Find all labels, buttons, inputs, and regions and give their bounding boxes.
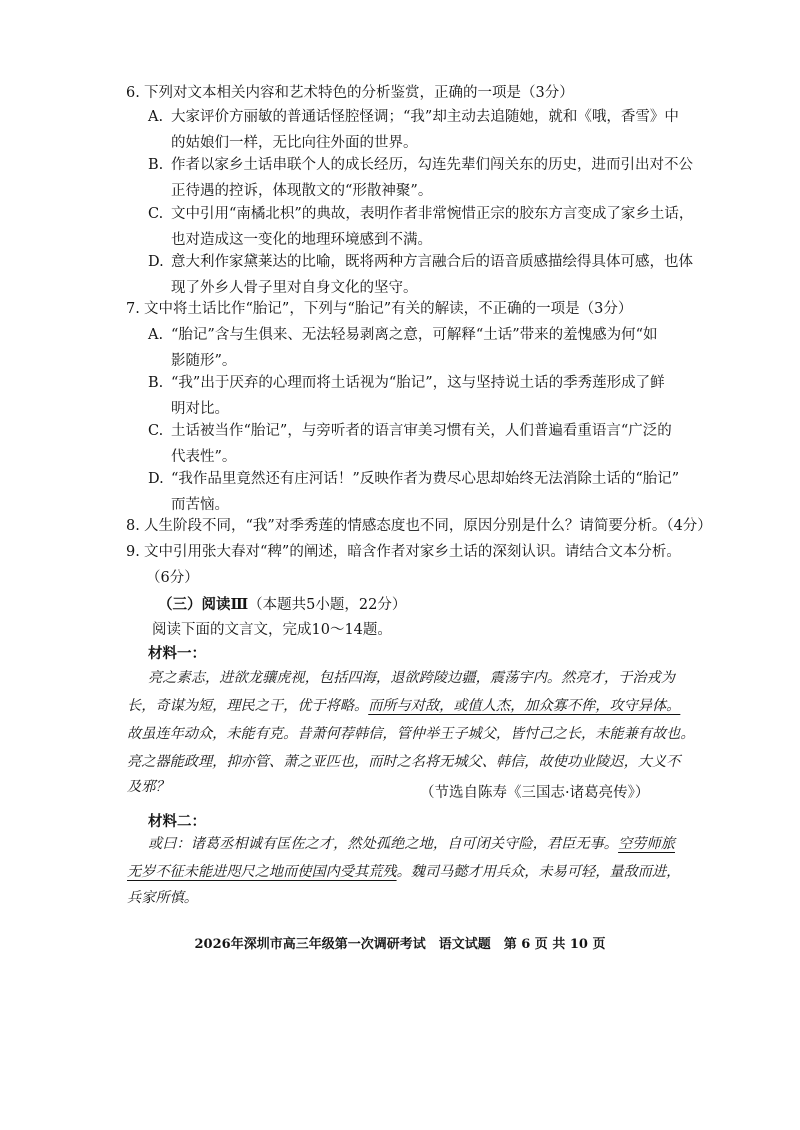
material-2-line-1: 或曰：诸葛丞相诚有匡佐之才，然处孤绝之地，自可闭关守险，君臣无事。空劳师旅 [148,836,675,852]
material-1-line-1: 亮之素志，进欲龙骧虎视，包括四海，退欲跨陵边疆，震荡宇内。然亮才，于治戎为 [148,670,675,686]
question-7-option-d: D. “我作品里竟然还有庄河话！”反映作者为费尽心思却始终无法消除土话的“胎记” 而苦恼。 [148,471,680,513]
material-1-label: 材料一： [148,645,206,662]
question-number: 6. [126,85,140,101]
question-number: 8. [126,518,140,534]
question-number: 9. [126,544,140,560]
section-instruction: 阅读下面的文言文，完成10～14题。 [152,622,392,638]
question-7-option-b: B. “我”出于厌弃的心理而将土话视为“胎记”，这与坚持说土话的季秀莲形成了鲜 明对比。 [148,375,665,417]
question-7-stem: 7. 文中将土话比作“胎记”，下列与“胎记”有关的解读，不正确的一项是（3分） [126,296,686,323]
material-2-line-3: 兵家所慎。 [127,890,198,906]
material-1-line-3: 故虽连年动众，未能有克。昔萧何荐韩信，管仲举王子城父，皆忖己之长，未能兼有故也。 [127,726,695,742]
underlined-sentence: 而所与对敌，或值人杰，加众寡不侔，攻守异体。 [368,698,681,714]
question-number: 7. [126,301,140,317]
question-7-option-a: A. “胎记”含与生俱来、无法轻易剥离之意，可解释“土话”带来的羞愧感为何“如 影随形”。 [148,327,658,369]
material-2-label: 材料二： [148,813,206,830]
question-9-stem: 9. 文中引用张大春对“稗”的阐述，暗含作者对家乡土话的深刻认识。请结合文本分析。 [126,539,686,566]
material-1-line-4: 亮之器能政理，抑亦管、萧之亚匹也，而时之名将无城父、韩信，故使功业陵迟，大义不 [127,754,681,770]
section-heading: （三）阅读Ⅲ（本题共5小题，22分） [158,596,407,613]
material-1-line-2: 长，奇谋为短，理民之干，优于将略。而所与对敌，或值人杰，加众寡不侔，攻守异体。 [127,698,681,714]
question-6-stem: 6. 下列对文本相关内容和艺术特色的分析鉴赏，正确的一项是（3分） [126,80,686,107]
question-6-option-c: C. 文中引用“南橘北枳”的典故，表明作者非常惋惜正宗的胶东方言变成了家乡土话， 也对造成这一变化的地理环境感到不满。 [148,206,694,248]
underlined-sentence: 空劳师旅 [618,836,675,852]
material-2-line-2: 无岁不征未能进咫尺之地而使国内受其荒残。魏司马懿才用兵众，未易可轻，量敌而进， [127,864,681,880]
material-1-source: （节选自陈寿《三国志·诸葛亮传》） [420,785,650,801]
underlined-sentence: 无岁不征未能进咫尺之地而使国内受其荒残 [127,864,397,880]
question-8-stem: 8. 人生阶段不同，“我”对季秀莲的情感态度也不同，原因分别是什么？请简要分析。（4分） [126,513,686,540]
question-6-option-a: A. 大家评价方丽敏的普通话怪腔怪调；“我”却主动去追随她，就和《哦，香雪》中 的姑娘们一样，无比向往外面的世界。 [148,109,679,151]
question-9-score: （6分） [146,570,199,586]
question-6-option-d: D. 意大利作家黛莱达的比喻，既将两种方言融合后的语音质感描绘得具体可感，也体 现了外乡人骨子里对自身文化的坚守。 [148,254,693,296]
material-1-line-5: 及邪？ [127,779,170,795]
question-6-option-b: B. 作者以家乡土话串联个人的成长经历，勾连先辈们闯关东的历史，进而引出对不公 正待遇的控诉，体现散文的“形散神聚”。 [148,157,693,199]
page-footer: 2026年深圳市高三年级第一次调研考试 语文试题 第 6 页 共 10 页 [194,937,606,952]
question-7-option-c: C. 土话被当作“胎记”，与旁听者的语言审美习惯有关，人们普遍看重语言“广泛的 代表性”。 [148,423,672,465]
